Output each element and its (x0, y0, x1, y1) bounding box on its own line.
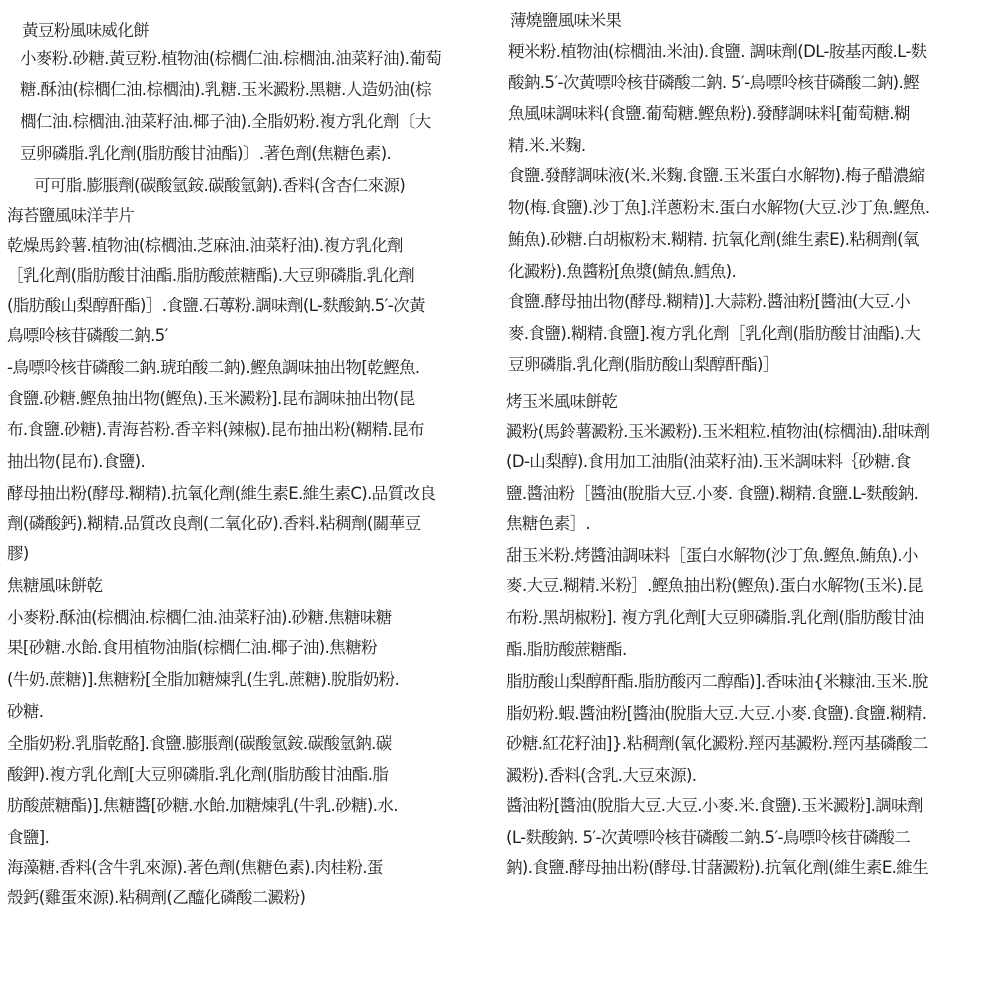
text-line: 鮪魚).砂糖.白胡椒粉末.糊精. 抗氧化劑(維生素E).粘稠劑(氧 (508, 230, 919, 249)
text-line: -鳥嘌呤核苷磷酸二鈉.琥珀酸二鈉).鰹魚調味抽出物[乾鰹魚. (7, 358, 420, 377)
text-line: 果[砂糖.水飴.食用植物油脂(棕櫚仁油.椰子油).焦糖粉 (7, 638, 377, 657)
text-line: 酵母抽出粉(酵母.糊精).抗氧化劑(維生素E.維生素C).品質改良 (7, 484, 436, 503)
text-line: 粳米粉.植物油(棕櫚油.米油).食鹽. 調味劑(DL-胺基丙酸.L-麩 (508, 42, 927, 61)
text-line: 食鹽.砂糖.鰹魚抽出物(鰹魚).玉米澱粉].昆布調味抽出物(昆 (7, 389, 415, 408)
text-line: 布粉.黑胡椒粉]. 複方乳化劑[大豆卵磷脂.乳化劑(脂肪酸甘油 (506, 608, 924, 627)
text-line: 糖.酥油(棕櫚仁油.棕櫚油).乳糖.玉米澱粉.黑糖.人造奶油(棕 (20, 80, 432, 99)
heading-caramel-cookie: 焦糖風味餅乾 (7, 576, 103, 595)
text-line: 精.米.米麴. (508, 136, 586, 155)
text-line: 鳥嘌呤核苷磷酸二鈉.5′ (7, 326, 168, 345)
text-line: 脂肪酸山梨醇酐酯.脂肪酸丙二醇酯)].香味油{米糠油.玉米.脫 (506, 672, 928, 691)
text-line: 砂糖.紅花籽油]}.粘稠劑(氧化澱粉.羥丙基澱粉.羥丙基磷酸二 (506, 734, 928, 753)
text-line: 殼鈣(雞蛋來源).粘稠劑(乙醯化磷酸二澱粉) (7, 888, 306, 907)
heading-salt-rice-cracker: 薄燒鹽風味米果 (510, 11, 622, 30)
text-line: 食鹽]. (7, 828, 50, 847)
text-line: 酸鈉.5′-次黃嘌呤核苷磷酸二鈉. 5′-鳥嘌呤核苷磷酸二鈉).鰹 (508, 73, 920, 92)
text-line: (L-麩酸鈉. 5′-次黃嘌呤核苷磷酸二鈉.5′-鳥嘌呤核苷磷酸二 (506, 828, 911, 847)
text-line: 肪酸蔗糖酯)].焦糖醬[砂糖.水飴.加糖煉乳(牛乳.砂糖).水. (7, 796, 398, 815)
heading-soybean-wafer: 黃豆粉風味威化餅 (22, 21, 150, 40)
text-line: 澱粉).香料(含乳.大豆來源). (506, 766, 697, 785)
text-line: 食鹽.酵母抽出物(酵母.糊精)].大蒜粉.醬油粉[醬油(大豆.小 (508, 292, 911, 311)
text-line: 鈉).食鹽.酵母抽出粉(酵母.甘藷澱粉).抗氧化劑(維生素E.維生 (506, 858, 929, 877)
text-line: (D-山梨醇).食用加工油脂(油菜籽油).玉米調味料｛砂糖.食 (506, 452, 911, 471)
text-line: 焦糖色素］. (506, 514, 591, 533)
text-line: 豆卵磷脂.乳化劑(脂肪酸山梨醇酐酯)］ (508, 355, 779, 374)
text-line: 布.食鹽.砂糖).青海苔粉.香辛料(辣椒).昆布抽出粉(糊精.昆布 (7, 420, 424, 439)
text-line: 酯.脂肪酸蔗糖酯. (506, 640, 627, 659)
text-line: 澱粉(馬鈴薯澱粉.玉米澱粉).玉米粗粒.植物油(棕櫚油).甜味劑 (506, 422, 930, 441)
heading-grilled-corn-cookie: 烤玉米風味餅乾 (506, 392, 618, 411)
text-line: ［乳化劑(脂肪酸甘油酯.脂肪酸蔗糖酯).大豆卵磷脂.乳化劑 (7, 266, 415, 285)
text-line: 櫚仁油.棕櫚油.油菜籽油.椰子油).全脂奶粉.複方乳化劑〔大 (20, 112, 431, 131)
text-line: 酸鉀).複方乳化劑[大豆卵磷脂.乳化劑(脂肪酸甘油酯.脂 (7, 765, 389, 784)
text-line: 食鹽.發酵調味液(米.米麴.食鹽.玉米蛋白水解物).梅子醋濃縮 (508, 166, 925, 185)
text-line: 砂糖. (7, 702, 44, 721)
text-line: 魚風味調味料(食鹽.葡萄糖.鰹魚粉).發酵調味料[葡萄糖.糊 (508, 104, 910, 123)
text-line: 小麥粉.砂糖.黃豆粉.植物油(棕櫚仁油.棕櫚油.油菜籽油).葡萄 (20, 49, 442, 68)
text-line: 抽出物(昆布).食鹽). (7, 452, 146, 471)
text-line: 脂奶粉.蝦.醬油粉[醬油(脫脂大豆.大豆.小麥.食鹽).食鹽.糊精. (506, 704, 927, 723)
text-line: 甜玉米粉.烤醬油調味料［蛋白水解物(沙丁魚.鰹魚.鮪魚).小 (506, 546, 918, 565)
text-line: 全脂奶粉.乳脂乾酪].食鹽.膨脹劑(碳酸氫銨.碳酸氫鈉.碳 (7, 734, 392, 753)
text-line: 醬油粉[醬油(脫脂大豆.大豆.小麥.米.食鹽).玉米澱粉].調味劑 (506, 796, 923, 815)
text-line: 麥.食鹽).糊精.食鹽].複方乳化劑［乳化劑(脂肪酸甘油酯).大 (508, 324, 921, 343)
text-line: 麥.大豆.糊精.米粉］.鰹魚抽出粉(鰹魚).蛋白水解物(玉米).昆 (506, 576, 923, 595)
text-line: 豆卵磷脂.乳化劑(脂肪酸甘油酯)〕.著色劑(焦糖色素). (20, 144, 392, 163)
text-line: 膠) (7, 544, 29, 563)
text-line: 物(梅.食鹽).沙丁魚].洋蔥粉末.蛋白水解物(大豆.沙丁魚.鰹魚. (508, 198, 930, 217)
heading-seaweed-chips: 海苔鹽風味洋芋片 (7, 206, 135, 225)
text-line: 鹽.醬油粉［醬油(脫脂大豆.小麥. 食鹽).糊精.食鹽.L-麩酸鈉. (506, 484, 919, 503)
text-line: (脂肪酸山梨醇酐酯)］.食鹽.石蓴粉.調味劑(L-麩酸鈉.5′-次黃 (7, 296, 425, 315)
text-line: 小麥粉.酥油(棕櫚油.棕櫚仁油.油菜籽油).砂糖.焦糖味糖 (7, 608, 392, 627)
text-line: 可可脂.膨脹劑(碳酸氫銨.碳酸氫鈉).香料(含杏仁來源) (34, 176, 406, 195)
text-line: 海藻糖.香料(含牛乳來源).著色劑(焦糖色素).肉桂粉.蛋 (7, 858, 383, 877)
text-line: 化澱粉).魚醬粉[魚漿(鯖魚.鱈魚). (508, 262, 737, 281)
text-line: 劑(磷酸鈣).糊精.品質改良劑(二氧化矽).香料.粘稠劑(關華豆 (7, 514, 421, 533)
text-line: 乾燥馬鈴薯.植物油(棕櫚油.芝麻油.油菜籽油).複方乳化劑 (7, 236, 403, 255)
text-line: (牛奶.蔗糖)].焦糖粉[全脂加糖煉乳(生乳.蔗糖).脫脂奶粉. (7, 670, 400, 689)
